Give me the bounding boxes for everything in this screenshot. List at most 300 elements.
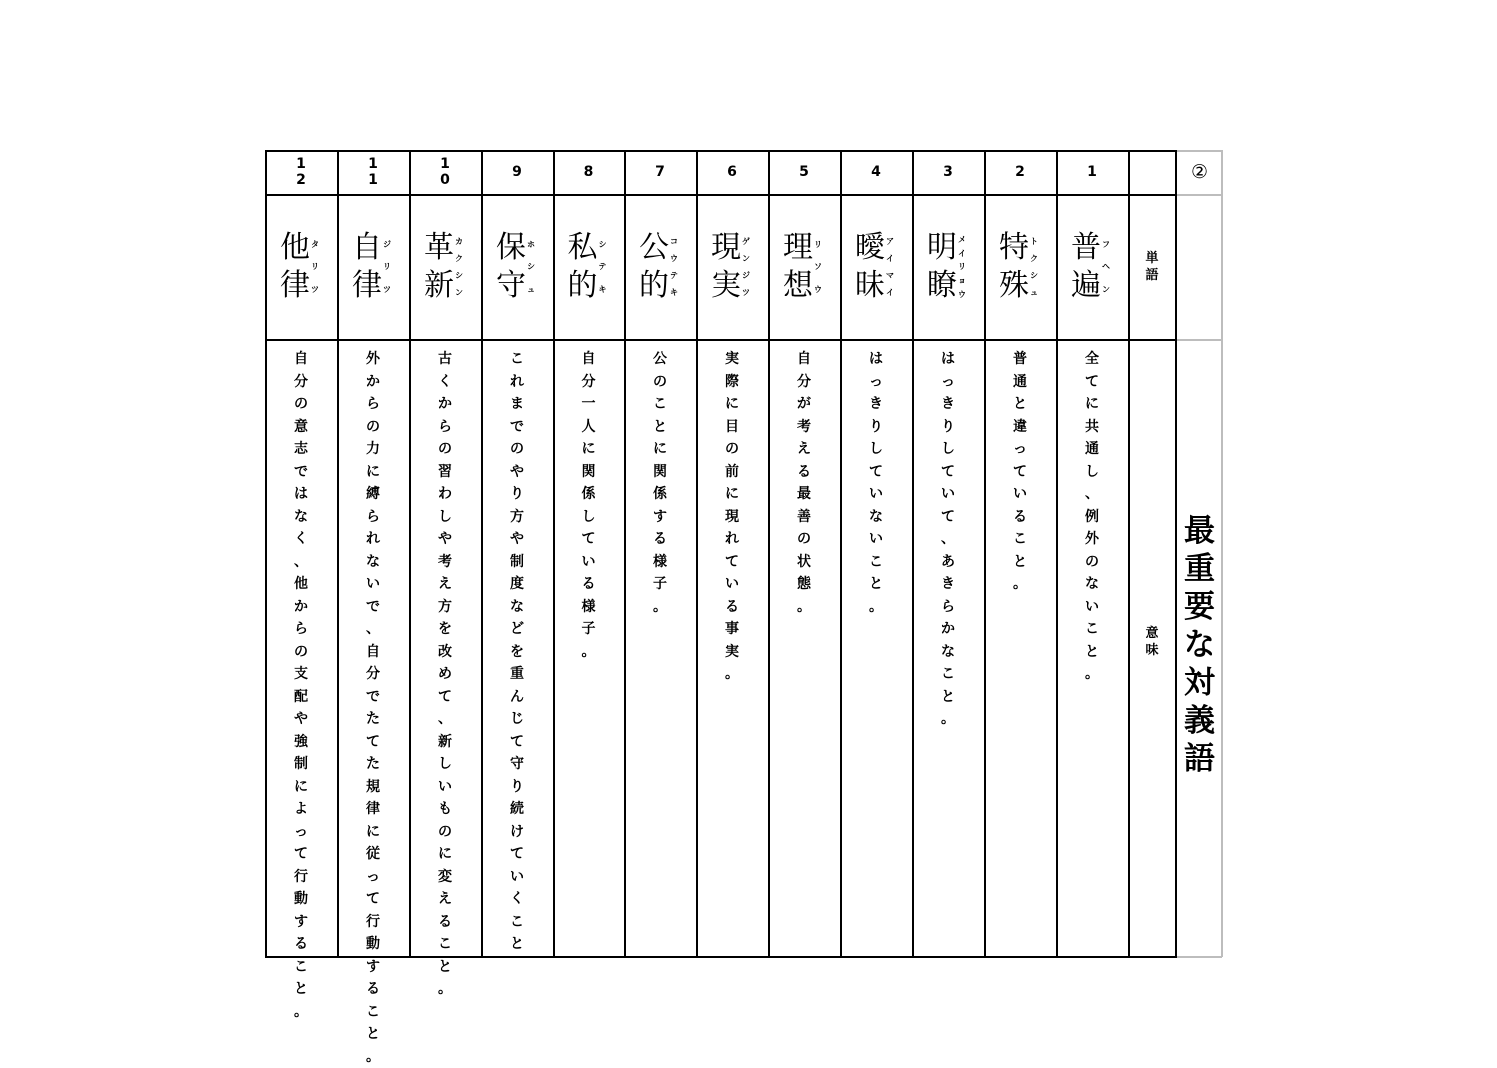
entry-meaning-char: に <box>582 438 596 461</box>
entry-meaning-char: 度 <box>510 573 524 596</box>
entry-number <box>481 150 553 194</box>
entry-meaning-char: り <box>510 483 524 506</box>
entry-number-digit: 9 <box>512 164 522 180</box>
entry-meaning-char: て <box>582 528 596 551</box>
entry-meaning-char: と <box>1013 551 1027 574</box>
entry-word <box>855 229 885 305</box>
entry-meaning-char: や <box>510 528 524 551</box>
entry-meaning-char: 他 <box>294 573 308 596</box>
entry-word-char: 的 <box>639 267 669 305</box>
entry-word-char: 自 <box>352 229 382 267</box>
header-word-label <box>1128 195 1176 339</box>
entry-meaning-char: 。 <box>653 596 667 619</box>
entry-word-kanji <box>568 229 598 305</box>
entry-meaning-char: 。 <box>941 708 955 731</box>
entry-meaning-char: く <box>294 528 308 551</box>
sheet-number-badge: ② <box>1177 150 1222 194</box>
entry-meaning-char: 動 <box>294 888 308 911</box>
entry-reading-char: ン <box>742 254 750 263</box>
entry-word-cell <box>978 195 1050 339</box>
entry-meaning-char: と <box>941 686 955 709</box>
entry-meaning-char: え <box>438 573 452 596</box>
entry-meaning-char: っ <box>294 821 308 844</box>
entry-meaning-char: で <box>294 461 308 484</box>
entry-reading-char: イ <box>958 249 966 258</box>
entry-meaning-char: ら <box>366 506 380 529</box>
entry-meaning-char: め <box>438 663 452 686</box>
entry-meaning-char: な <box>941 641 955 664</box>
entry-meaning-char: り <box>510 776 524 799</box>
entry-meaning-char: 縛 <box>366 483 380 506</box>
entry-meaning-char: 様 <box>653 551 667 574</box>
entry-meaning-char: こ <box>510 911 524 934</box>
entry-reading <box>1102 233 1110 301</box>
entry-meaning-char: 規 <box>366 776 380 799</box>
entry-meaning-char: 重 <box>510 663 524 686</box>
entry-meaning-char: の <box>294 641 308 664</box>
entry-word-char: 普 <box>1071 229 1101 267</box>
entry-meaning-char: 通 <box>1013 371 1027 394</box>
entry-meaning-char: 。 <box>1085 663 1099 686</box>
entry-reading-char: テ <box>670 271 678 280</box>
entry-word-kanji <box>496 229 526 305</box>
entry-meaning-char: 制 <box>510 551 524 574</box>
grid-line-word-side <box>1177 339 1222 341</box>
title-char: な <box>1184 626 1215 664</box>
entry-meaning-char: て <box>294 843 308 866</box>
entry-reading-char: ホ <box>527 240 535 249</box>
entry-meaning-char: 通 <box>1085 438 1099 461</box>
entry-meaning-char: で <box>366 686 380 709</box>
header-word-char: 単 <box>1145 250 1158 267</box>
entry-meaning-char: い <box>510 866 524 889</box>
entry-meaning-char: し <box>869 438 883 461</box>
entry-meaning-char: 分 <box>366 663 380 686</box>
entry-meaning-char: を <box>510 641 524 664</box>
entry-number-digit: 7 <box>655 164 665 180</box>
title-char: 要 <box>1184 588 1215 626</box>
entry-meaning-char: り <box>869 416 883 439</box>
entry-meaning-char: 際 <box>725 371 739 394</box>
entry-meaning-char: の <box>510 438 524 461</box>
entry-number-text <box>296 156 306 188</box>
entry-meaning-char: り <box>941 416 955 439</box>
entry-reading-char: コ <box>670 237 678 246</box>
entry-meaning-char: に <box>725 393 739 416</box>
entry-meaning-char: 例 <box>1085 506 1099 529</box>
entry-meaning-char: っ <box>1013 438 1027 461</box>
entry-number-digit: 1 <box>440 156 450 172</box>
entry-meaning-char: ら <box>438 416 452 439</box>
header-meaning-char: 意 <box>1145 625 1158 642</box>
entry-meaning-char: い <box>869 528 883 551</box>
entry-number-text <box>368 156 378 188</box>
entry-word-char: 実 <box>711 267 741 305</box>
entry-meaning-char: 支 <box>294 663 308 686</box>
entry-word-char: 守 <box>496 267 526 305</box>
entry-reading-char: マ <box>886 271 894 280</box>
entry-number-text <box>1087 164 1097 180</box>
entry-word-char: 理 <box>783 229 813 267</box>
entry-meaning <box>646 348 674 618</box>
entry-word-char: 保 <box>496 229 526 267</box>
entry-word-kanji <box>999 229 1029 305</box>
entry-meaning-char: こ <box>510 348 524 371</box>
entry-meaning-char: て <box>725 551 739 574</box>
entry-word-cell <box>762 195 834 339</box>
entry-meaning-char: し <box>941 438 955 461</box>
entry-reading-char: ン <box>1102 285 1110 294</box>
entry-number-text <box>943 164 953 180</box>
entry-meaning-char: 古 <box>438 348 452 371</box>
entry-meaning-char: れ <box>366 528 380 551</box>
entry-number-text <box>584 164 594 180</box>
entry-word-cell <box>475 195 547 339</box>
entry-meaning-char: 目 <box>725 416 739 439</box>
entry-meaning-char: 分 <box>797 371 811 394</box>
entry-number-text <box>871 164 881 180</box>
entry-meaning-char: に <box>294 776 308 799</box>
entry-meaning-char: か <box>438 393 452 416</box>
entry-meaning-char: 最 <box>797 483 811 506</box>
entry-word-cell <box>834 195 906 339</box>
entry-number-text <box>440 156 450 188</box>
entry-word-cell <box>547 195 618 339</box>
entry-meaning-char: 、 <box>941 528 955 551</box>
entry-meaning-char: こ <box>653 393 667 416</box>
entry-meaning-char: 事 <box>725 618 739 641</box>
entry-number <box>265 150 337 194</box>
entry-number-digit: 3 <box>943 164 953 180</box>
entry-meaning-char: る <box>653 528 667 551</box>
entry-meaning-char: い <box>869 483 883 506</box>
entry-reading-char: ヘ <box>1102 262 1110 271</box>
entry-meaning-char: 一 <box>582 393 596 416</box>
entry-reading-char: シ <box>455 271 463 280</box>
entry-meaning-char: 状 <box>797 551 811 574</box>
entry-meaning-char: て <box>366 888 380 911</box>
entry-number-digit: 8 <box>584 164 594 180</box>
entry-word-char: 特 <box>999 229 1029 267</box>
entry-meaning-char: え <box>438 888 452 911</box>
entry-word-char: 想 <box>783 267 813 305</box>
entry-number-digit: 1 <box>368 156 378 172</box>
entry-meaning-char: き <box>941 573 955 596</box>
entry-meaning-char: 前 <box>725 461 739 484</box>
entry-meaning-char: 続 <box>510 798 524 821</box>
entry-meaning-char: 実 <box>725 348 739 371</box>
entry-meaning-char: と <box>510 933 524 956</box>
entry-word-char: 私 <box>568 229 598 267</box>
entry-reading-char: カ <box>455 237 463 246</box>
entry-word-kanji <box>711 229 741 305</box>
entry-meaning-char: い <box>438 776 452 799</box>
entry-number-text <box>655 164 665 180</box>
entry-meaning-char: る <box>294 933 308 956</box>
entry-meaning-char: は <box>869 348 883 371</box>
entry-meaning-char: 外 <box>366 348 380 371</box>
entry-meaning-char: ら <box>941 596 955 619</box>
entry-meaning-char: る <box>1013 506 1027 529</box>
entry-meaning-char: 制 <box>294 753 308 776</box>
entry-meaning-char: 、 <box>438 708 452 731</box>
entry-meaning-char: に <box>366 461 380 484</box>
grid-line-header-side <box>1177 194 1222 196</box>
entry-meaning-char: 子 <box>582 618 596 641</box>
entry-meaning-char: て <box>510 843 524 866</box>
entry-meaning-char: い <box>1085 596 1099 619</box>
entry-meaning-char: っ <box>869 371 883 394</box>
entry-number-digit: 1 <box>1087 164 1097 180</box>
entry-meaning-char: て <box>1085 371 1099 394</box>
entry-reading-char: ト <box>1030 237 1038 246</box>
entry-reading <box>1030 233 1038 301</box>
entry-meaning-char: 係 <box>582 483 596 506</box>
entry-meaning-char: え <box>797 438 811 461</box>
entry-meaning-char: よ <box>294 798 308 821</box>
entry-meaning-char: 行 <box>294 866 308 889</box>
entry-meaning-char: く <box>438 371 452 394</box>
entry-meaning-char: こ <box>366 1001 380 1024</box>
entry-word-cell <box>403 195 475 339</box>
entry-reading-char: シ <box>1030 271 1038 280</box>
entry-reading-char: ク <box>1030 254 1038 263</box>
entry-word <box>424 229 454 305</box>
entry-number <box>768 150 840 194</box>
entry-meaning-char: る <box>438 911 452 934</box>
entry-meaning-char: 方 <box>510 506 524 529</box>
entry-meaning-char: こ <box>869 551 883 574</box>
entry-meaning-char: い <box>725 573 739 596</box>
entry-meaning-char: い <box>941 483 955 506</box>
entry-number-text <box>1015 164 1025 180</box>
entry-word <box>352 229 382 305</box>
entry-number-text <box>799 164 809 180</box>
entry-meaning-char: に <box>366 821 380 844</box>
entry-reading-char: イ <box>886 288 894 297</box>
entry-meaning-char: 、 <box>294 551 308 574</box>
entry-meaning-char: す <box>366 956 380 979</box>
entry-word-char: 遍 <box>1071 267 1101 305</box>
entry-number-digit: 2 <box>1015 164 1025 180</box>
entry-meaning-char: ん <box>510 686 524 709</box>
entry-reading <box>958 233 966 301</box>
entry-meaning-char: 強 <box>294 731 308 754</box>
entry-meaning <box>1078 348 1106 686</box>
entry-reading-char: メ <box>958 235 966 244</box>
entry-meaning-char: い <box>366 573 380 596</box>
entry-reading <box>886 233 894 301</box>
entry-reading <box>455 233 463 301</box>
entry-meaning-char: て <box>366 731 380 754</box>
entry-meaning-char: 習 <box>438 461 452 484</box>
entry-meaning-char: の <box>294 393 308 416</box>
entry-word-char: 瞭 <box>927 267 957 305</box>
entry-word-cell <box>906 195 978 339</box>
entry-meaning-char: 考 <box>797 416 811 439</box>
entry-meaning-char: 子 <box>653 573 667 596</box>
entry-word <box>711 229 741 305</box>
header-word-char: 語 <box>1145 267 1158 284</box>
entry-meaning-char: る <box>582 573 596 596</box>
entry-meaning-char: 関 <box>582 461 596 484</box>
entry-meaning-char: 。 <box>725 663 739 686</box>
entry-meaning-char: の <box>366 416 380 439</box>
entry-meaning <box>718 348 746 686</box>
entry-meaning-char: か <box>294 596 308 619</box>
entry-reading-char: ツ <box>311 285 319 294</box>
grid-line-word <box>265 339 1177 341</box>
entry-meaning-char: る <box>725 596 739 619</box>
entry-meaning-char: 。 <box>869 596 883 619</box>
entry-meaning-char: け <box>510 821 524 844</box>
entry-number-digit: 2 <box>296 172 306 188</box>
entry-meaning-char: て <box>941 461 955 484</box>
entry-reading-char: キ <box>599 285 607 294</box>
title-char: 重 <box>1184 550 1215 588</box>
entry-reading <box>527 233 535 301</box>
entry-meaning-char: ら <box>366 393 380 416</box>
grid-line-bottom <box>265 956 1177 958</box>
entry-reading-char: ュ <box>527 285 535 294</box>
entry-meaning-char: た <box>366 753 380 776</box>
entry-meaning-char: 自 <box>797 348 811 371</box>
entry-number <box>1056 150 1128 194</box>
entry-meaning-char: が <box>797 393 811 416</box>
entry-meaning-char: 違 <box>1013 416 1027 439</box>
entry-meaning-char: 自 <box>582 348 596 371</box>
entry-meaning-char: 変 <box>438 866 452 889</box>
entry-reading-char: シ <box>527 262 535 271</box>
entry-number <box>337 150 409 194</box>
entry-meaning-char: の <box>438 821 452 844</box>
entry-meaning-char: こ <box>941 663 955 686</box>
entry-word-char: 他 <box>280 229 310 267</box>
entry-reading-char: ア <box>886 237 894 246</box>
entry-reading-char: ン <box>455 288 463 297</box>
entry-meaning-char: と <box>438 956 452 979</box>
entry-meaning-char: 改 <box>438 641 452 664</box>
entry-meaning-char: こ <box>294 956 308 979</box>
entry-meaning-char: の <box>725 438 739 461</box>
entry-meaning-char: 分 <box>294 371 308 394</box>
entry-reading-char: ソ <box>814 262 822 271</box>
entry-word <box>783 229 813 305</box>
entry-reading-char: ク <box>455 254 463 263</box>
entry-meaning-char: て <box>510 731 524 754</box>
entry-reading-char: リ <box>383 262 391 271</box>
entry-reading-char: ョ <box>958 276 966 285</box>
entry-meaning-char: か <box>366 371 380 394</box>
entry-meaning-char: く <box>510 888 524 911</box>
entry-meaning <box>934 348 962 731</box>
entry-word <box>496 229 526 305</box>
entry-word-kanji <box>1071 229 1101 305</box>
entry-meaning-char: 。 <box>1013 573 1027 596</box>
entry-meaning-char: わ <box>438 483 452 506</box>
entry-word-cell <box>690 195 762 339</box>
entry-reading-char: ュ <box>1030 288 1038 297</box>
entry-meaning-char: や <box>294 708 308 731</box>
entry-word-cell <box>259 195 331 339</box>
entry-meaning-char: と <box>869 573 883 596</box>
entry-meaning-char: す <box>653 506 667 529</box>
entry-number <box>696 150 768 194</box>
entry-word-char: 明 <box>927 229 957 267</box>
title-char: 最 <box>1184 512 1215 550</box>
entry-meaning-char: 守 <box>510 753 524 776</box>
entry-meaning-char: る <box>366 978 380 1001</box>
vocabulary-sheet <box>265 150 1222 957</box>
entry-meaning-char: て <box>438 686 452 709</box>
entry-word <box>280 229 310 305</box>
entry-meaning-char: 配 <box>294 686 308 709</box>
entry-meaning-char: い <box>1013 483 1027 506</box>
entry-reading-char: イ <box>886 254 894 263</box>
entry-reading-char: ツ <box>742 288 750 297</box>
entry-meaning-char: 、 <box>366 618 380 641</box>
entry-meaning-char: こ <box>1013 528 1027 551</box>
entry-meaning <box>790 348 818 618</box>
entry-word-kanji <box>927 229 957 305</box>
entry-number-digit: 4 <box>871 164 881 180</box>
entry-word-kanji <box>639 229 669 305</box>
page-title <box>1177 512 1222 778</box>
entry-meaning-char: や <box>510 461 524 484</box>
entry-meaning-char: 人 <box>582 416 596 439</box>
entry-reading-char: ゲ <box>742 237 750 246</box>
entry-meaning <box>503 348 531 956</box>
entry-word-char: 曖 <box>855 229 885 267</box>
entry-reading <box>311 233 319 301</box>
entry-number-digit: 1 <box>296 156 306 172</box>
entry-word <box>568 229 598 305</box>
entry-reading-char: リ <box>814 240 822 249</box>
entry-meaning-char: ら <box>294 618 308 641</box>
entry-meaning-char: 力 <box>366 438 380 461</box>
entry-reading-char: ウ <box>814 285 822 294</box>
entry-reading <box>670 233 678 301</box>
entry-meaning-char: 志 <box>294 438 308 461</box>
entry-number-text <box>512 164 522 180</box>
entry-meaning-char: 公 <box>653 348 667 371</box>
entry-meaning-char: か <box>941 618 955 641</box>
entry-number <box>553 150 624 194</box>
entry-meaning <box>359 348 387 1068</box>
entry-meaning-char: い <box>582 551 596 574</box>
entry-meaning-char: に <box>1085 393 1099 416</box>
entry-meaning-char: っ <box>366 866 380 889</box>
entry-meaning-char: の <box>438 438 452 461</box>
title-char: 対 <box>1184 664 1215 702</box>
entry-meaning-char: 。 <box>797 596 811 619</box>
entry-reading-char: リ <box>311 262 319 271</box>
entry-word-char: 殊 <box>999 267 1029 305</box>
entry-meaning-char: 様 <box>582 596 596 619</box>
entry-meaning-char: し <box>582 506 596 529</box>
entry-meaning-char: の <box>1085 551 1099 574</box>
entry-number <box>624 150 696 194</box>
entry-reading-char: テ <box>599 262 607 271</box>
entry-meaning-char: 。 <box>438 978 452 1001</box>
entry-reading-char: フ <box>1102 240 1110 249</box>
entry-meaning-char: は <box>941 348 955 371</box>
entry-meaning-char: て <box>941 506 955 529</box>
entry-reading <box>383 233 391 301</box>
title-char: 義 <box>1184 702 1215 740</box>
entry-meaning-char: 。 <box>294 1001 308 1024</box>
entry-word-kanji <box>424 229 454 305</box>
